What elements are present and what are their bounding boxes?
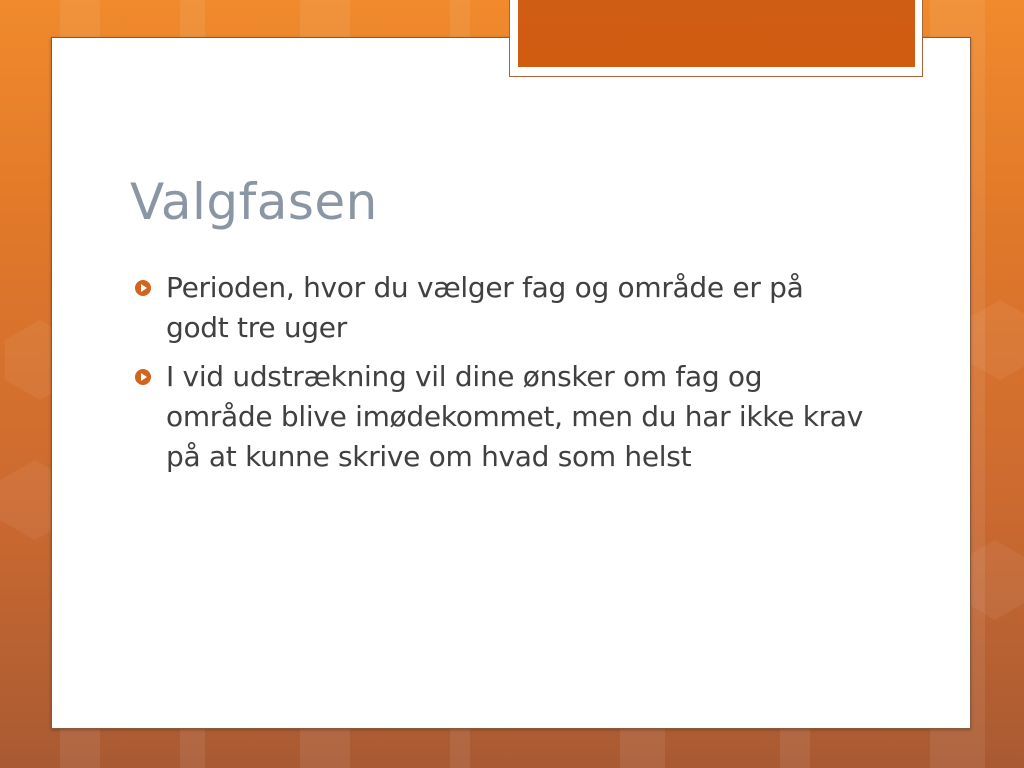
- slide-title: Valgfasen: [130, 173, 378, 231]
- bullet-item: [135, 357, 870, 477]
- header-tab: [518, 0, 915, 67]
- bullet-item: [135, 268, 870, 348]
- bullet-text: I vid udstrækning vil dine ønsker om fag og område blive imødekommet, men du har ikke krav på at kunne skrive om hvad som helst: [166, 360, 863, 473]
- bullet-arrow-icon: [135, 369, 151, 385]
- bullet-list: [135, 268, 870, 486]
- bullet-arrow-icon: [135, 280, 151, 296]
- bullet-text: Perioden, hvor du vælger fag og område er på godt tre uger: [166, 271, 804, 344]
